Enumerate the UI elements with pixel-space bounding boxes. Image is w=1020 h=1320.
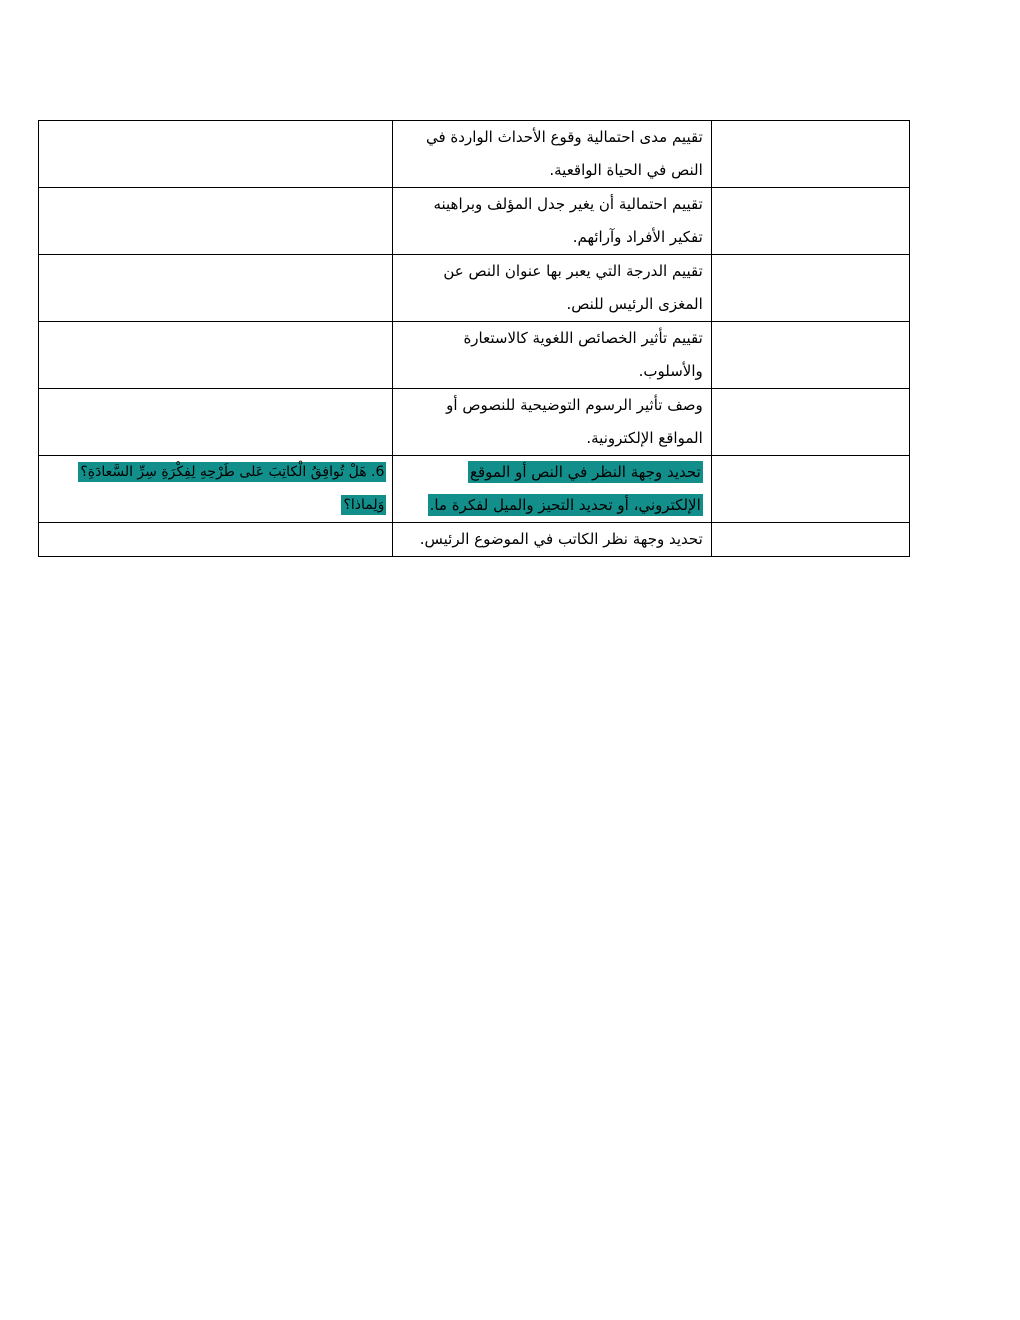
blank-cell [711,121,909,188]
table-row [39,121,910,188]
skill-cell [393,523,711,557]
table-row [39,188,910,255]
table-row [39,322,910,389]
skill-cell [393,322,711,389]
skill-line: تقييم احتمالية أن يغير جدل المؤلف وبراهينه [433,195,703,213]
skill-line: المواقع الإلكترونية. [586,429,703,447]
blank-cell [711,456,909,523]
blank-cell [711,389,909,456]
table-row [39,523,910,557]
question-line: 6. هَلْ تُوافِقُ الْكاتِبَ عَلى طَرْحِهِ لِفِكْرَةِ سِرِّ السَّعادَةِ؟ [80,464,385,480]
skill-line: الإلكتروني، أو تحديد التحيز والميل لفكرة ما. [429,496,701,514]
question-cell [39,322,393,389]
skill-cell [393,456,711,523]
blank-cell [711,322,909,389]
question-cell [39,255,393,322]
skill-line: تفكير الأفراد وآرائهم. [572,228,703,246]
blank-cell [711,523,909,557]
skill-line: تحديد وجهة النظر في النص أو الموقع [470,463,701,481]
skill-cell [393,188,711,255]
skill-line: تقييم تأثير الخصائص اللغوية كالاستعارة [463,329,703,347]
table-row-highlighted [39,456,910,523]
table-row [39,389,910,456]
skill-line: النص في الحياة الواقعية. [549,161,703,179]
skill-line: وصف تأثير الرسوم التوضيحية للنصوص أو [446,396,703,414]
table-row [39,255,910,322]
question-cell [39,121,393,188]
skill-cell [393,121,711,188]
skill-cell [393,255,711,322]
skill-cell [393,389,711,456]
question-cell [39,523,393,557]
skill-line: والأسلوب. [638,362,703,380]
question-cell [39,456,393,523]
question-cell [39,188,393,255]
blank-cell [711,188,909,255]
skill-line: تحديد وجهة نظر الكاتب في الموضوع الرئيس. [419,530,703,548]
skill-line: تقييم الدرجة التي يعبر بها عنوان النص عن [443,262,703,280]
question-cell [39,389,393,456]
skill-line: تقييم مدى احتمالية وقوع الأحداث الواردة في [425,128,703,146]
skills-table [38,120,910,557]
question-line: وَلِماذا؟ [343,497,385,513]
skill-line: المغزى الرئيس للنص. [566,295,703,313]
blank-cell [711,255,909,322]
